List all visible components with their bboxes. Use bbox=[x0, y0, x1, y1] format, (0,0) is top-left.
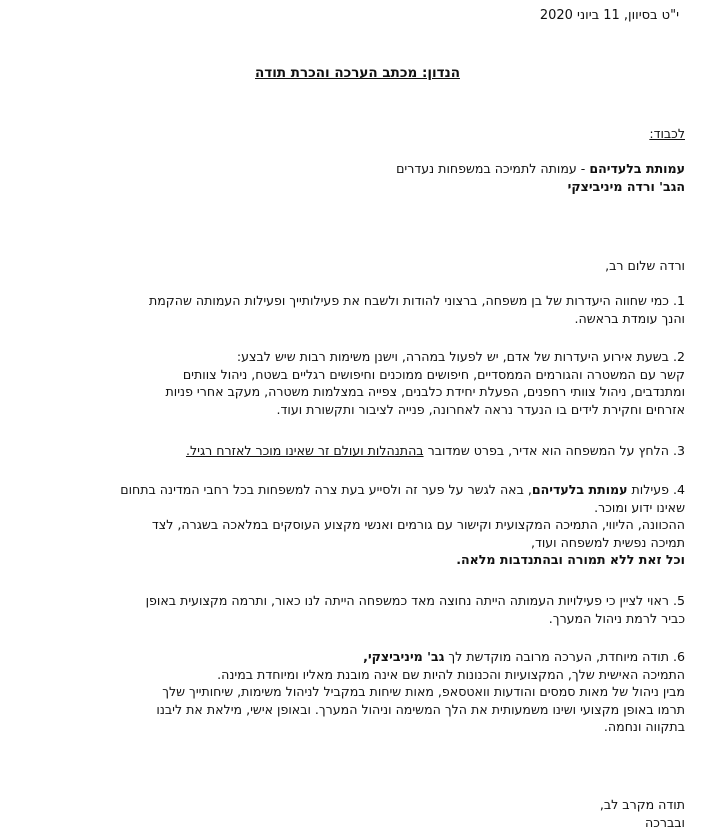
paragraph-3-underlined: בהתנהלות ועולם זר שאינו מוכר לאזרח רגיל. bbox=[185, 443, 424, 458]
closing bbox=[25, 796, 685, 831]
paragraph-6-line-5: בתקווה ונחמה. bbox=[603, 719, 685, 734]
paragraph-6 bbox=[25, 648, 685, 736]
paragraph-4-line-5: וכל זאת ללא תמורה ובהתנדבות מלאה. bbox=[456, 552, 685, 567]
paragraph-2-line-4: אזרחים וחקירת לידים בו הנעדר נראה לאחרונה, פנייה לציבור ותקשורת ועוד. bbox=[276, 401, 685, 417]
to-label: לכבוד: bbox=[649, 126, 685, 141]
greeting: ורדה שלום רב, bbox=[605, 258, 685, 273]
recipient-person: הגב' ורדה מיניביצקי bbox=[567, 178, 685, 194]
paragraph-3-line-1 bbox=[25, 442, 685, 460]
paragraph-4 bbox=[25, 481, 685, 569]
paragraph-4-line-4: תמיכה נפשית למשפחה ועוד, bbox=[530, 534, 685, 550]
paragraph-4-org: עמותת בלעדיהם bbox=[531, 482, 628, 497]
paragraph-5-line-1: 5. ראוי לציין כי פעילויות העמותה הייתה נחוצה מאד כמשפחה הייתה לנו כאור, ותרמה מקצועית באופן bbox=[145, 593, 685, 608]
paragraph-6-line-4: תרמו באופן מקצועי ושינו משמעותית את הלך המשימה וניהול המערך. ובאופן אישי, מילאת את ליבנו bbox=[156, 701, 685, 717]
letter-subject: הנדון: מכתב הערכה והכרת תודה bbox=[255, 65, 460, 81]
recipient-org-name: עמותת בלעדיהם bbox=[589, 161, 685, 176]
paragraph-3 bbox=[25, 442, 685, 460]
paragraph-5-line-2: כביר לרמת ניהול המערך. bbox=[548, 610, 685, 626]
paragraph-4-rest: , באה לגשר על פער זה ולסייע בעת צרה למשפחות בכל רחבי המדינה בתחום bbox=[120, 482, 532, 497]
paragraph-1 bbox=[25, 292, 685, 327]
paragraph-1-line-2: והנך עומדת בראשה. bbox=[574, 310, 685, 326]
paragraph-3-prefix: 3. הלחץ על המשפחה הוא אדיר, בפרט שמדובר bbox=[423, 443, 685, 458]
paragraph-6-name: גב' מיניביצקי, bbox=[363, 649, 445, 664]
paragraph-2-line-1: 2. בשעת אירוע היעדרות של אדם, יש לפעול במהרה, וישנן משימות רבות שיש לבצע: bbox=[236, 349, 685, 364]
paragraph-2-line-3: ומתנדבים, ניהול צוותי רחפנים, הפעלת יחידת כלבנים, צפייה במצלמות משטרה, מעקב אחרי פניות bbox=[165, 384, 685, 399]
recipient-org-line bbox=[25, 160, 685, 178]
recipient-block bbox=[25, 160, 685, 195]
paragraph-4-line-2: שאינו ידוע ומוכר. bbox=[594, 499, 685, 515]
recipient-org-desc: - עמותה לתמיכה במשפחות נעדרים bbox=[396, 161, 586, 176]
paragraph-6-line-3: מבין ניהול של מאות סמסים והודעות וואטסאפ, מאות שיחות במקביל לניהול משימות, שיחותייך שלך bbox=[162, 684, 685, 699]
paragraph-6-line-1 bbox=[25, 648, 685, 666]
paragraph-2 bbox=[25, 348, 685, 418]
closing-line-2: ובברכה bbox=[645, 814, 685, 830]
paragraph-4-prefix: 4. פעילות bbox=[627, 482, 685, 497]
closing-line-1: תודה מקרב לב, bbox=[599, 797, 685, 812]
paragraph-2-line-2: קשר עם המשטרה והגורמים הממסדיים, חיפושים ממוכנים וחיפושים רגליים בשטח, ניהול צוותים bbox=[182, 366, 685, 382]
letter-date: י"ט בסיוון, 11 ביוני 2020 bbox=[539, 8, 679, 23]
paragraph-1-line-1: 1. כמי שחווה היעדרות של בן משפחה, ברצוני להודות ולשבח את פעילותייך ופעילות העמותה שהקמת bbox=[148, 293, 685, 308]
paragraph-5 bbox=[25, 592, 685, 627]
paragraph-4-line-3: ההכוונה, הליווי, התמיכה המקצועית וקישור עם גורמים ואנשי מקצוע העוסקים במלאכה בשגרה, לצד bbox=[151, 517, 685, 532]
paragraph-6-prefix: 6. תודה מיוחדת, הערכה מרובה מוקדשת לך bbox=[444, 649, 685, 664]
paragraph-4-line-1 bbox=[25, 481, 685, 499]
paragraph-6-line-2: התמיכה האישית שלך, המקצועיות והכנונות להיות שם אינה מובנת מאליו ומיוחדת במינה. bbox=[217, 666, 685, 682]
